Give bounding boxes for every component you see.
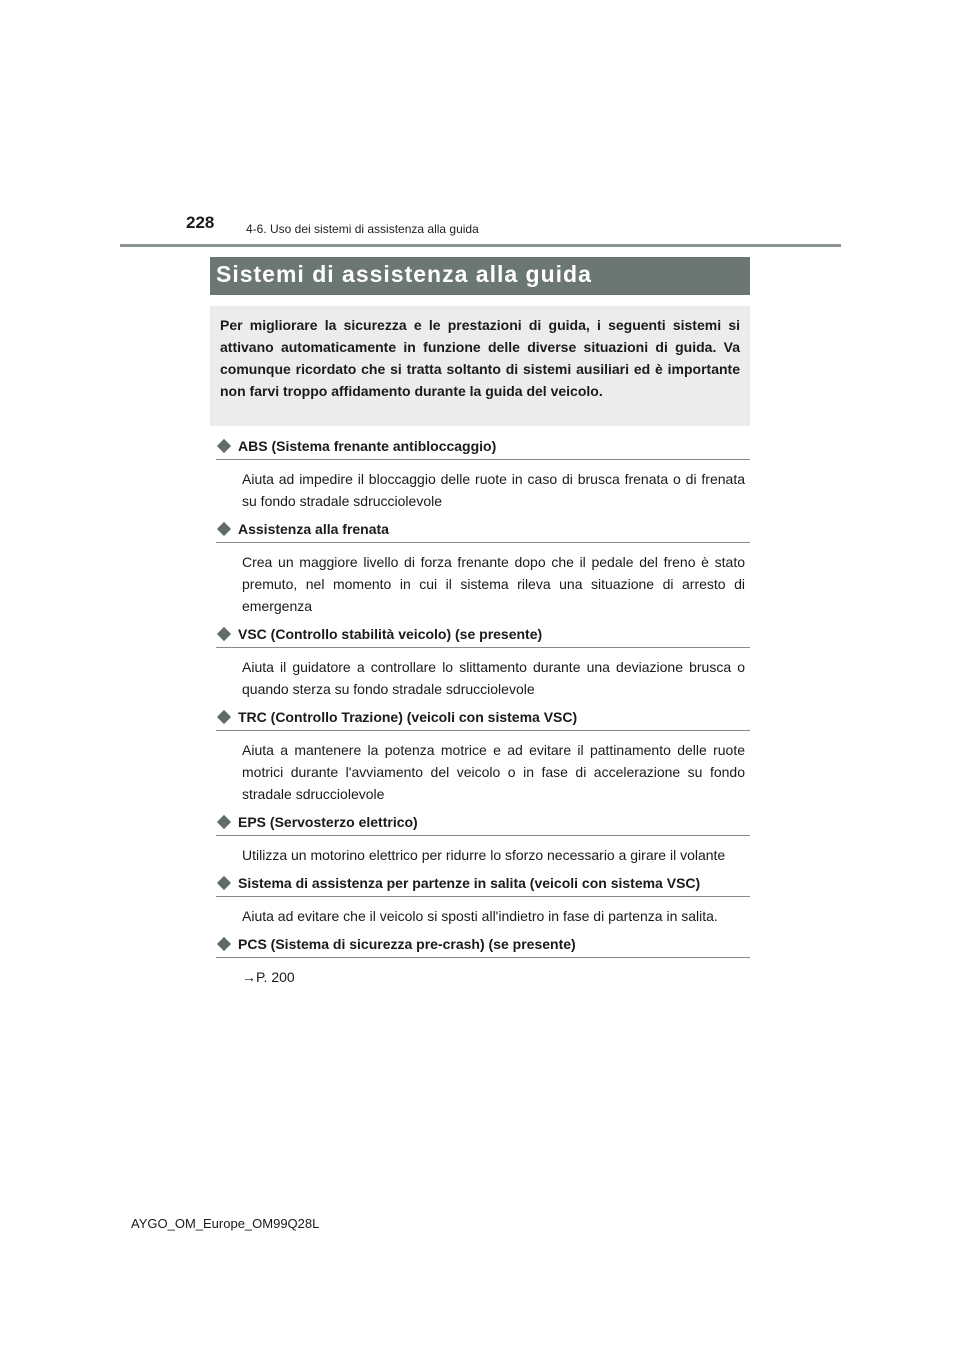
intro-text: Per migliorare la sicurezza e le prestazioni di guida, i seguenti sistemi si attivano automaticamente in funzione delle diverse situazioni di guida. Va comunque ricordato che si tratta soltanto di sistemi ausiliari ed è importante non farvi troppo affidamento durante la guida del veicolo. (220, 317, 740, 399)
feature-heading (216, 875, 750, 897)
section-reference: 4-6. Uso dei sistemi di assistenza alla guida (246, 222, 479, 236)
feature-item (216, 438, 750, 512)
diamond-bullet-icon (217, 876, 231, 890)
feature-description: Utilizza un motorino elettrico per ridurre lo sforzo necessario a girare il volante (242, 847, 726, 863)
feature-list (216, 438, 750, 997)
feature-description: Crea un maggiore livello di forza frenante dopo che il pedale del freno è stato premuto, nel momento in cui il sistema rileva una situazione di arresto di emergenza (242, 554, 745, 614)
diamond-bullet-icon (217, 815, 231, 829)
diamond-bullet-icon (217, 937, 231, 951)
page-number: 228 (186, 213, 215, 232)
intro-box (210, 306, 750, 426)
page-reference-link[interactable]: →P. 200 (242, 969, 295, 985)
feature-heading (216, 814, 750, 836)
diamond-bullet-icon (217, 439, 231, 453)
diamond-bullet-icon (217, 522, 231, 536)
feature-title: VSC (Controllo stabilità veicolo) (se presente) (238, 626, 543, 642)
feature-title: EPS (Servosterzo elettrico) (238, 814, 418, 830)
feature-item (216, 626, 750, 700)
feature-heading (216, 521, 750, 543)
feature-heading (216, 626, 750, 648)
feature-heading (216, 936, 750, 958)
diamond-bullet-icon (217, 627, 231, 641)
feature-item (216, 814, 750, 866)
feature-item (216, 875, 750, 927)
document-footer: AYGO_OM_Europe_OM99Q28L (131, 1216, 320, 1231)
feature-title: ABS (Sistema frenante antibloccaggio) (238, 438, 497, 454)
feature-title: TRC (Controllo Trazione) (veicoli con sistema VSC) (238, 709, 578, 725)
feature-description: Aiuta ad evitare che il veicolo si sposti all'indietro in fase di partenza in salita. (242, 908, 718, 924)
feature-heading (216, 709, 750, 731)
feature-title: Assistenza alla frenata (238, 521, 389, 537)
feature-description: Aiuta il guidatore a controllare lo slittamento durante una deviazione brusca o quando sterza su fondo stradale sdrucciolevole (242, 659, 745, 697)
feature-heading (216, 438, 750, 460)
feature-description: Aiuta a mantenere la potenza motrice e ad evitare il pattinamento delle ruote motrici durante l'avviamento del veicolo o in fase di accelerazione su fondo stradale sdrucciolevole (242, 742, 745, 802)
feature-item (216, 936, 750, 988)
feature-item (216, 709, 750, 805)
feature-title: Sistema di assistenza per partenze in salita (veicoli con sistema VSC) (238, 875, 701, 891)
feature-title: PCS (Sistema di sicurezza pre-crash) (se presente) (238, 936, 576, 952)
feature-item (216, 521, 750, 617)
title-bar (210, 257, 750, 295)
feature-description: Aiuta ad impedire il bloccaggio delle ruote in caso di brusca frenata o di frenata su fondo stradale sdrucciolevole (242, 471, 745, 509)
page-title: Sistemi di assistenza alla guida (216, 261, 592, 287)
header-rule (120, 244, 841, 247)
diamond-bullet-icon (217, 710, 231, 724)
